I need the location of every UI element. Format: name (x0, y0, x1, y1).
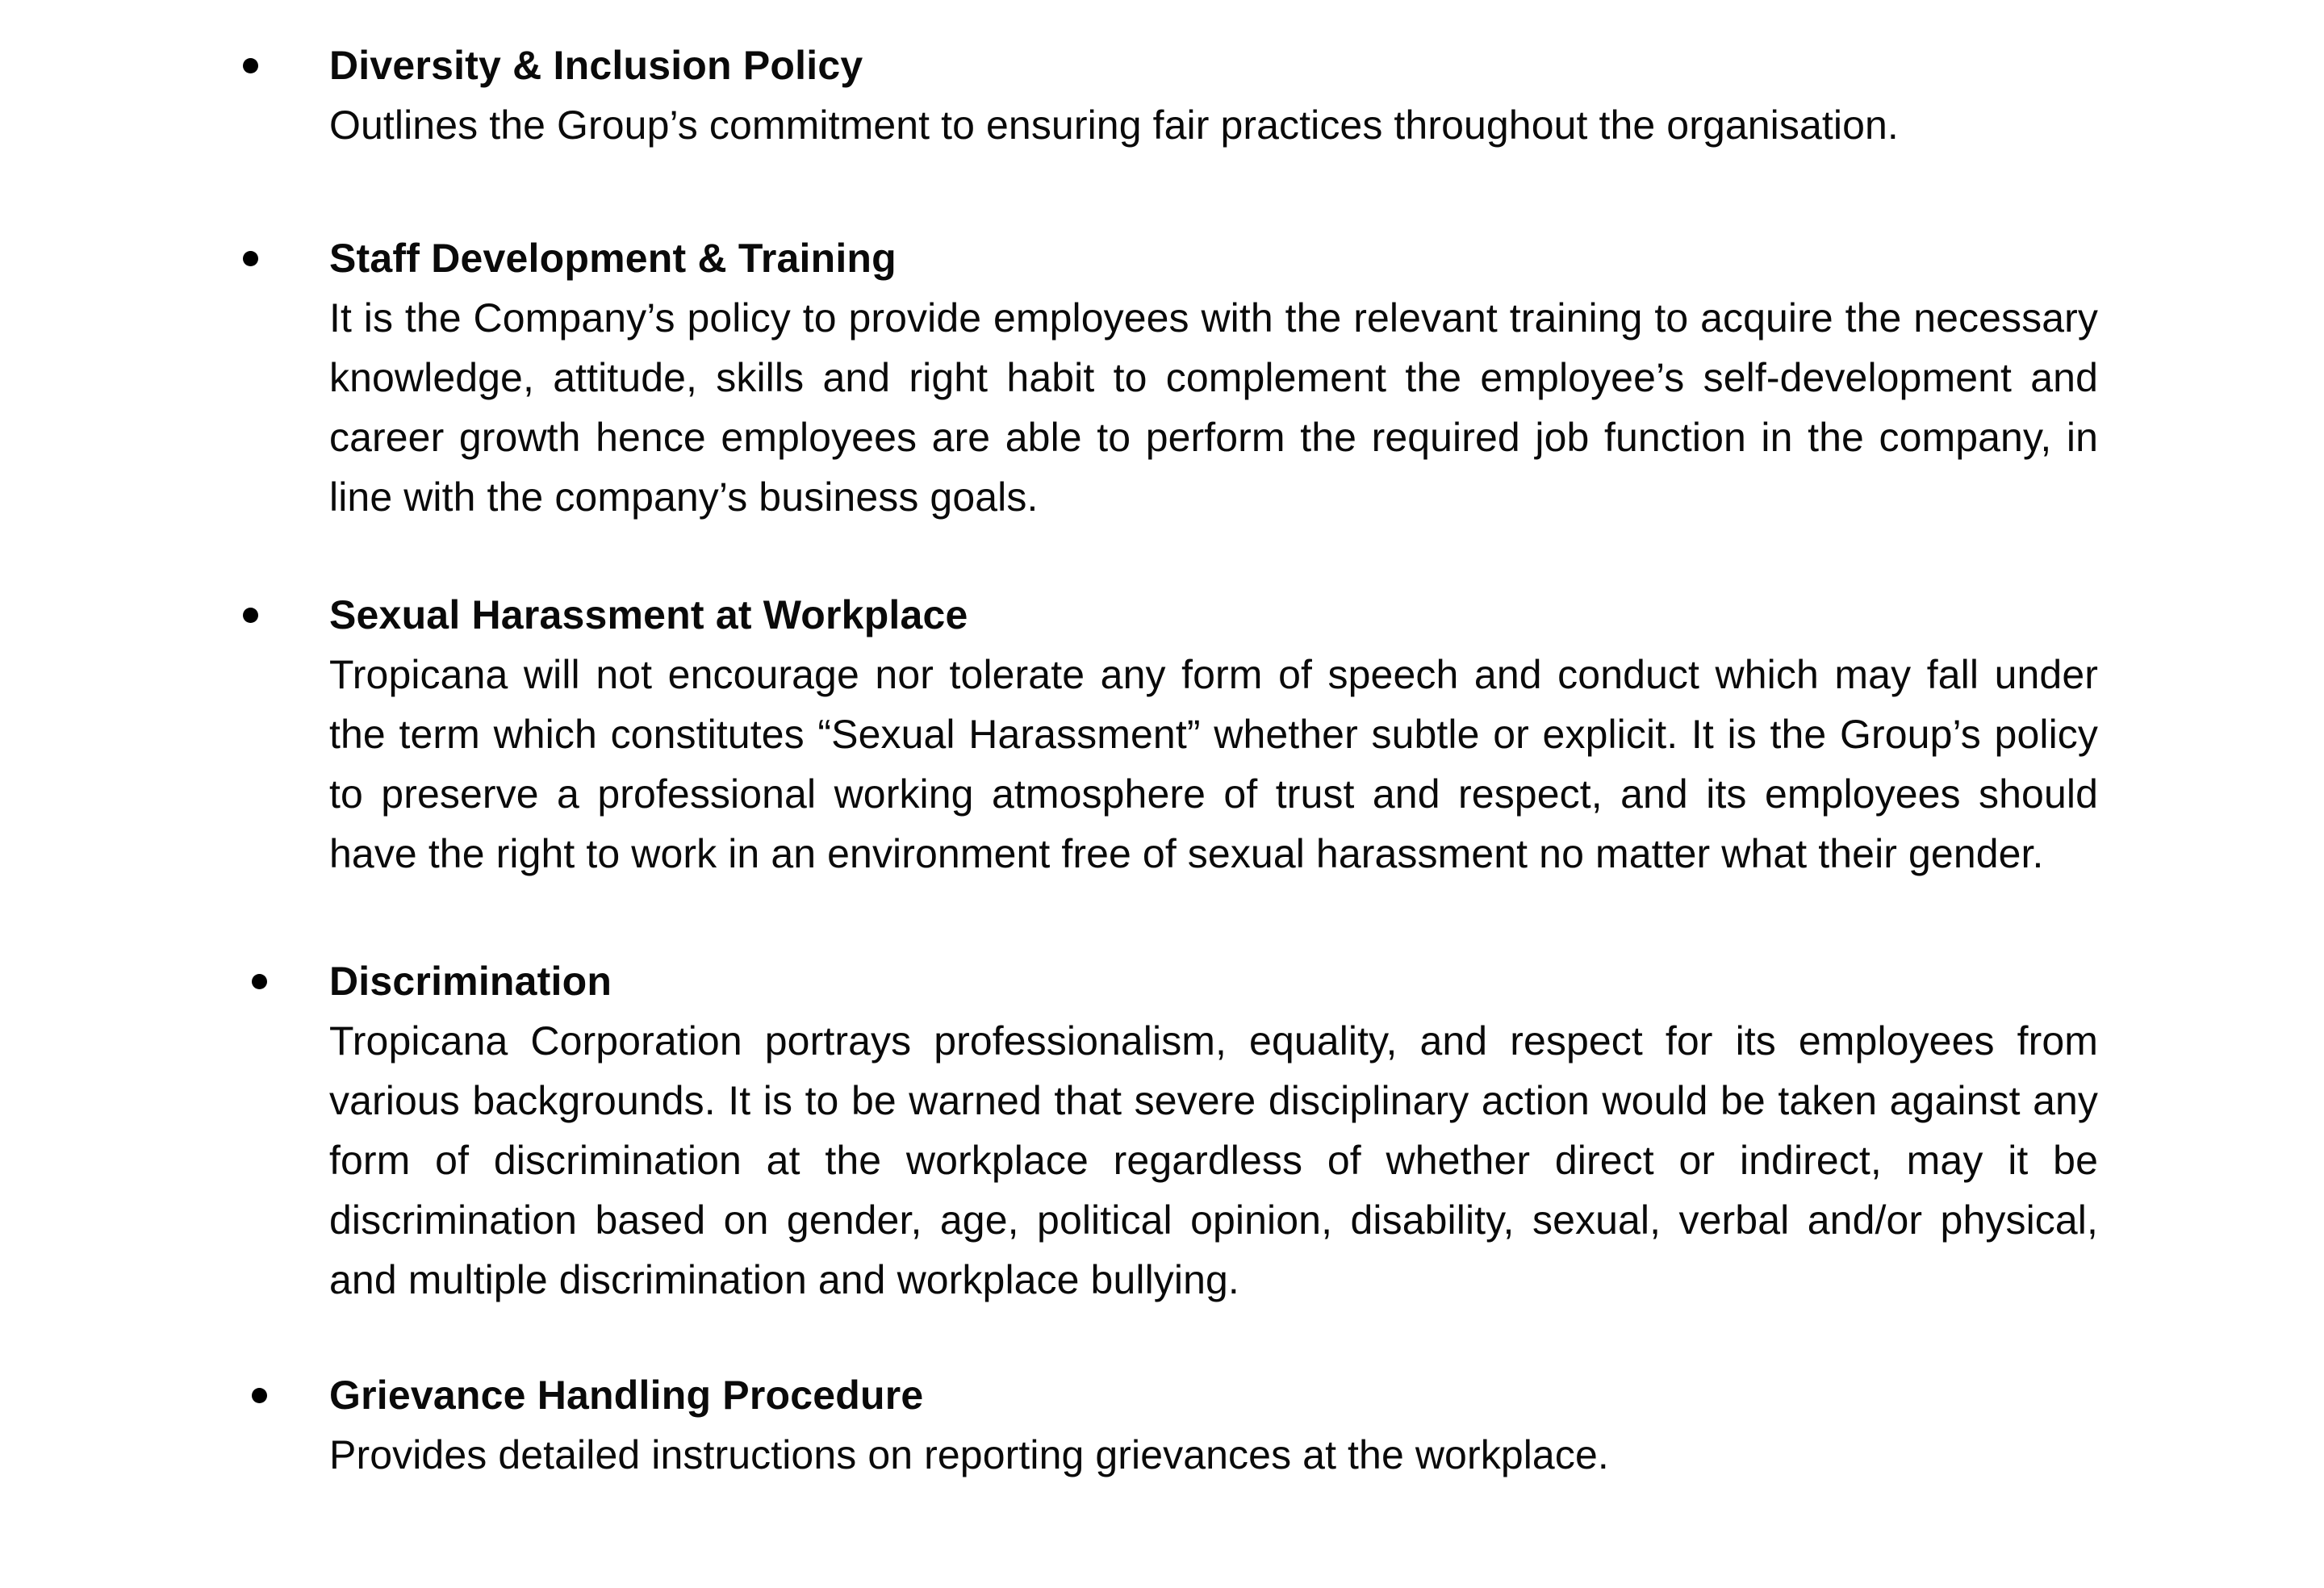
section-sexual-harassment-at-workplace (0, 585, 2324, 884)
section-body: Tropicana will not encourage nor tolerate any form of speech and conduct which may fall under the term which constitutes “Sexual Harassment” whether subtle or explicit. It is the Group’s policy to preserve a professional working atmosphere of trust and respect, and its employees should have the right to work in an environment free of sexual harassment no matter what their gender. (329, 652, 2098, 876)
section-grievance-handling-procedure (0, 1365, 2324, 1485)
section-title: Staff Development & Training (329, 236, 897, 281)
bullet-icon (243, 251, 258, 266)
section-title: Sexual Harassment at Workplace (329, 592, 968, 637)
section-discrimination (0, 951, 2324, 1310)
section-diversity-inclusion-policy (0, 36, 2324, 155)
section-body: It is the Company’s policy to provide employees with the relevant training to acquire the necessary knowledge, attitude, skills and right habit to complement the employee’s self-development and career growth hence employees are able to perform the required job function in the company, in line with the company’s business goals. (329, 295, 2098, 520)
bullet-icon (243, 58, 258, 73)
section-title: Grievance Handling Procedure (329, 1373, 924, 1418)
section-staff-development-training (0, 228, 2324, 527)
section-title: Discrimination (329, 959, 612, 1004)
section-body: Tropicana Corporation portrays professionalism, equality, and respect for its employees from various backgrounds. It is to be warned that severe disciplinary action would be taken against any form of discrimination at the workplace regardless of whether direct or indirect, may it be discrimination based on gender, age, political opinion, disability, sexual, verbal and/or physical, and multiple discrimination and workplace bullying. (329, 1018, 2098, 1302)
section-body: Outlines the Group’s commitment to ensuring fair practices throughout the organisation. (329, 102, 1899, 148)
bullet-icon (243, 608, 258, 623)
section-body: Provides detailed instructions on reporting grievances at the workplace. (329, 1432, 1609, 1477)
bullet-icon (252, 1388, 267, 1403)
bullet-icon (252, 974, 267, 989)
section-title: Diversity & Inclusion Policy (329, 43, 863, 88)
